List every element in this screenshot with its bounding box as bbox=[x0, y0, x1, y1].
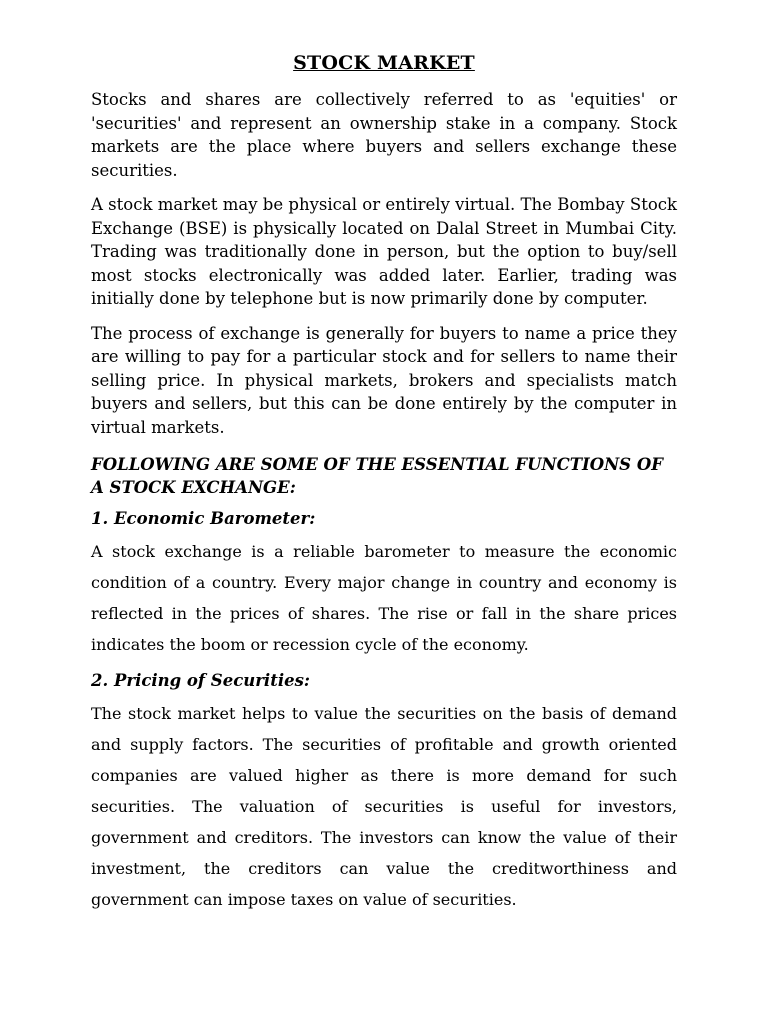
function-heading-economic-barometer: 1. Economic Barometer: bbox=[91, 509, 316, 528]
function-heading-pricing-of-securities: 2. Pricing of Securities: bbox=[91, 671, 310, 690]
functions-section-heading: FOLLOWING ARE SOME OF THE ESSENTIAL FUNCTIONS OF A STOCK EXCHANGE: bbox=[91, 455, 663, 497]
function-body-pricing-of-securities: The stock market helps to value the securities on the basis of demand and supply factors. The securities of profitable and growth oriented companies are valued higher as there is more demand for such securities. The valuation of securities is useful for investors, government and creditors. The investors can know the value of their investment, the creditors can value the creditworthiness and government can impose taxes on value of securities. bbox=[91, 704, 677, 909]
intro-paragraph-3: The process of exchange is generally for buyers to name a price they are willing to pay for a particular stock and for sellers to name their selling price. In physical markets, brokers and specialists match buyers and sellers, but this can be done entirely by the computer in virtual markets. bbox=[91, 323, 677, 437]
function-body-economic-barometer: A stock exchange is a reliable barometer to measure the economic condition of a country. Every major change in country and economy is reflected in the prices of shares. The rise or fall in the share prices indicates the boom or recession cycle of the economy. bbox=[91, 542, 677, 654]
document-page bbox=[91, 52, 677, 924]
intro-paragraph-2: A stock market may be physical or entirely virtual. The Bombay Stock Exchange (BSE) is physically located on Dalal Street in Mumbai City. Trading was traditionally done in person, but the option to buy/sell most stocks electronically was added later. Earlier, trading was initially done by telephone but is now primarily done by computer. bbox=[91, 195, 677, 308]
page-title: STOCK MARKET bbox=[293, 52, 475, 74]
intro-paragraph-1: Stocks and shares are collectively referred to as 'equities' or 'securities' and represent an ownership stake in a company. Stock markets are the place where buyers and sellers exchange these securities. bbox=[91, 90, 677, 180]
